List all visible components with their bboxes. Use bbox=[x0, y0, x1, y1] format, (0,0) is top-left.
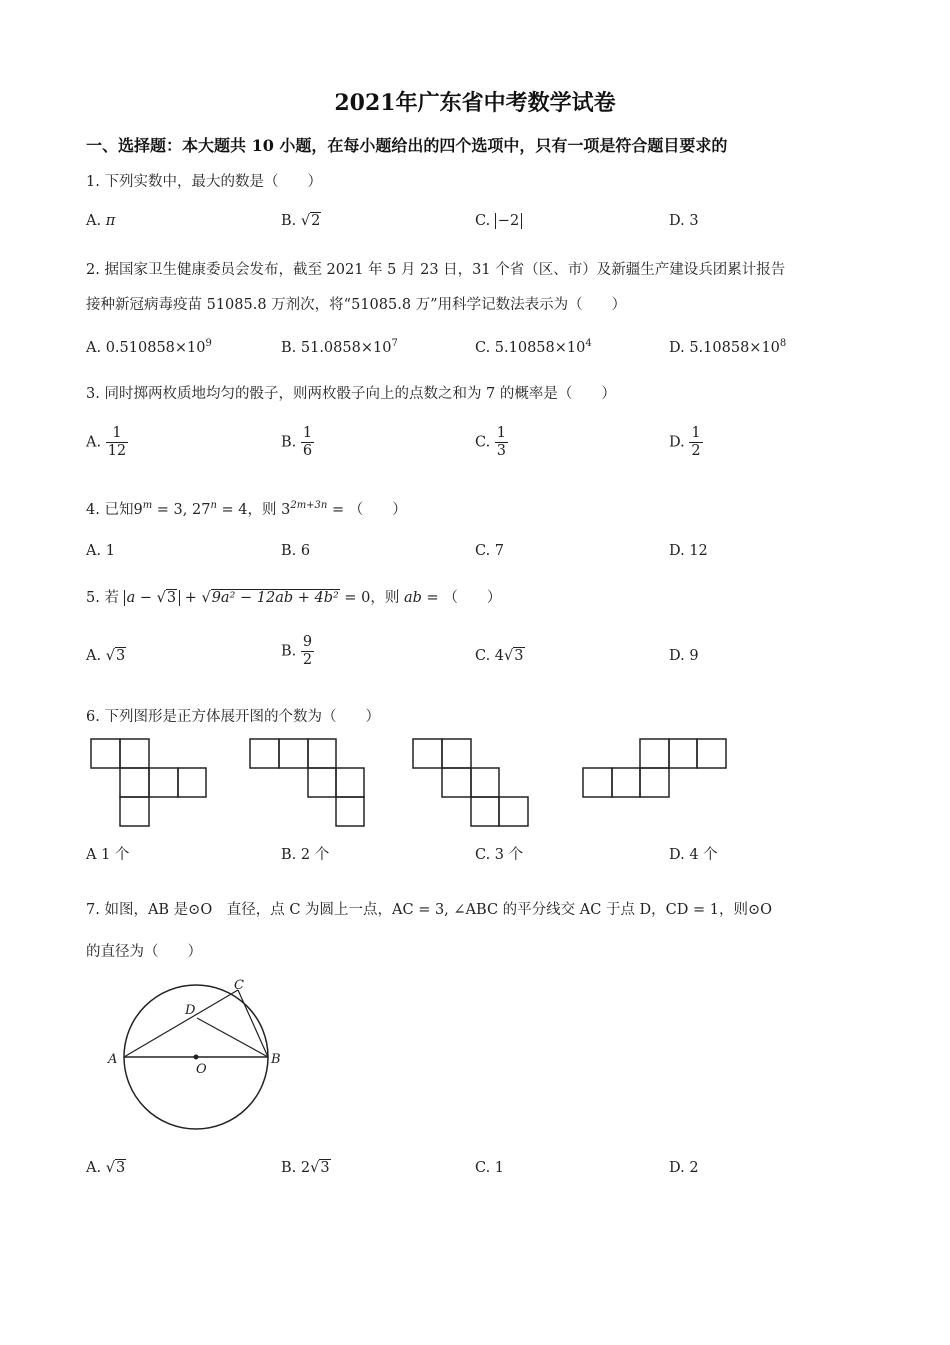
q7-option-d: D. 2 bbox=[669, 1160, 699, 1176]
section-heading: 一、选择题：本大题共 10 小题，在每小题给出的四个选项中，只有一项是符合题目要求的 bbox=[86, 136, 728, 155]
q7-option-a: A. √3 bbox=[86, 1160, 126, 1176]
segment-cb bbox=[238, 990, 268, 1057]
page-title: 2021年广东省中考数学试卷 bbox=[334, 90, 616, 116]
q4-option-d: D. 12 bbox=[669, 543, 708, 559]
segment-ac bbox=[124, 990, 238, 1057]
q3-option-d: D. $\frac{1}{2}$ bbox=[669, 425, 701, 459]
q2-stem-line2: 接种新冠病毒疫苗 51085.8 万剂次，将“51085.8 万”用科学记数法表示为（ ） bbox=[86, 297, 627, 313]
center-dot bbox=[194, 1055, 199, 1060]
net-figure-1 bbox=[91, 739, 206, 826]
q3-stem: 3. 同时掷两枚质地均匀的骰子，则两枚骰子向上的点数之和为 7 的概率是（ ） bbox=[86, 386, 616, 402]
q6-option-d: D. 4 个 bbox=[669, 847, 718, 863]
q7-stem-line2: 的直径为（ ） bbox=[86, 944, 202, 960]
q5-option-c: C. 4√3 bbox=[475, 648, 524, 664]
q5-option-a: A. √3 bbox=[86, 648, 126, 664]
q6-option-b: B. 2 个 bbox=[281, 847, 330, 863]
q1-option-b: B. √2 bbox=[281, 213, 321, 229]
net-figure-2 bbox=[250, 739, 364, 826]
q6-option-a: A 1 个 bbox=[86, 847, 130, 863]
q6-option-c: C. 3 个 bbox=[475, 847, 524, 863]
q5-option-d: D. 9 bbox=[669, 648, 699, 664]
label-d: D bbox=[185, 1003, 196, 1018]
q1-stem: 1. 下列实数中，最大的数是（ ） bbox=[86, 174, 322, 190]
q3-option-a: A. $\frac{1}{12}$ bbox=[86, 425, 127, 459]
label-c: C bbox=[234, 978, 244, 993]
q2-option-c: C. $5.10858\times 10^4$ bbox=[475, 338, 592, 356]
q4-option-b: B. 6 bbox=[281, 543, 311, 559]
label-b: B bbox=[271, 1052, 281, 1067]
q7-circle-figure bbox=[100, 975, 300, 1140]
q7-stem-line1: 7. 如图，AB 是⊙O 直径，点 C 为圆上一点，AC = 3, ∠ABC 的平分线交 AC 于点 D，CD = 1，则⊙O bbox=[86, 902, 773, 918]
q2-stem-line1: 2. 据国家卫生健康委员会发布，截至 2021 年 5 月 23 日，31 个省（区、市）及新疆生产建设兵团累计报告 bbox=[86, 262, 786, 278]
label-a: A bbox=[108, 1052, 118, 1067]
q3-option-c: C. $\frac{1}{3}$ bbox=[475, 425, 507, 459]
label-o: O bbox=[196, 1062, 207, 1077]
q5-stem: 5. 若 a − √3 + √9a² − 12ab + 4b² = 0，则 ab = （ ） bbox=[86, 590, 502, 606]
q7-option-b: B. 2√3 bbox=[281, 1160, 330, 1176]
q3-option-b: B. $\frac{1}{6}$ bbox=[281, 425, 313, 459]
q4-option-a: A. 1 bbox=[86, 543, 115, 559]
q4-option-c: C. 7 bbox=[475, 543, 505, 559]
q2-option-a: A. $0.510858\times 10^9$ bbox=[86, 338, 212, 356]
segment-bd bbox=[197, 1018, 268, 1057]
q1-option-a: A. π bbox=[86, 213, 116, 229]
q1-option-c: C. −2 bbox=[475, 213, 522, 229]
q5-option-b: B. $\frac{9}{2}$ bbox=[281, 634, 313, 668]
q7-option-c: C. 1 bbox=[475, 1160, 505, 1176]
q6-stem: 6. 下列图形是正方体展开图的个数为（ ） bbox=[86, 709, 380, 725]
net-figure-4 bbox=[583, 739, 726, 797]
q2-option-d: D. $5.10858\times 10^8$ bbox=[669, 338, 787, 356]
q2-option-b: B. $51.0858\times 10^7$ bbox=[281, 338, 398, 356]
q1-option-d: D. 3 bbox=[669, 213, 699, 229]
q4-stem: 4. 已知$9^m = 3$, $27^n = 4$，则 $3^{2m+3n}$ = （ ） bbox=[86, 500, 407, 518]
net-figure-3 bbox=[413, 739, 528, 826]
